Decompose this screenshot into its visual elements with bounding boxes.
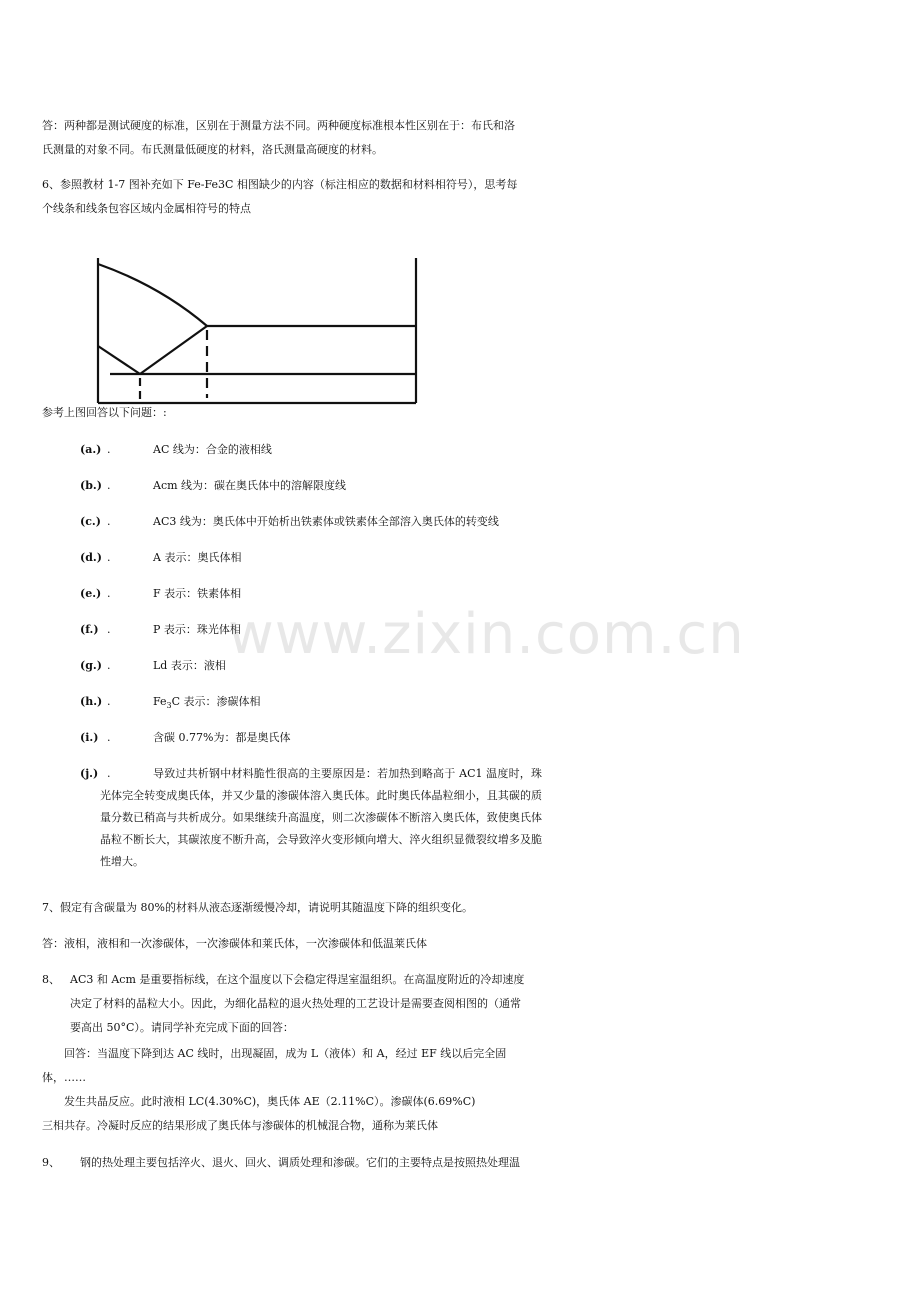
item-dot: .: [107, 587, 111, 600]
diagram-caption: 参考上图回答以下问题：:: [42, 406, 167, 419]
item-text: Ld 表示：液相: [153, 659, 226, 672]
question8-line2: 决定了材料的晶粒大小。因此，为细化晶粒的退火热处理的工艺设计是需要查阅相图的（通常: [70, 997, 521, 1010]
item-label: (a.): [80, 443, 102, 456]
item-dot: .: [107, 731, 111, 744]
question8-line3: 要高出 50°C）。请同学补充完成下面的回答：: [70, 1021, 294, 1034]
item-label: (g.): [80, 659, 102, 672]
liquidus-curve: [98, 264, 207, 326]
item-text: AC3 线为：奥氏体中开始析出铁素体或铁素体全部溶入奥氏体的转变线: [153, 515, 499, 528]
item-dot: .: [107, 695, 111, 708]
question6-line2: 个线条和线条包容区域内金属相符号的特点: [42, 202, 251, 215]
question6-line1: 6、参照教材 1-7 图补充如下 Fe-Fe3C 相图缺少的内容（标注相应的数据和材料相符号），思考每: [42, 178, 518, 191]
item-dot: .: [107, 623, 111, 636]
answer8-line1: 回答：当温度下降到达 AC 线时，出现凝固，成为 L（液体）和 A，经过 EF 线以后完全固: [64, 1047, 507, 1060]
question9-line1: 钢的热处理主要包括淬火、退火、回火、调质处理和渗碳。它们的主要特点是按照热处理温: [80, 1156, 520, 1169]
item-text: F 表示：铁素体相: [153, 587, 242, 600]
item-dot: .: [107, 443, 111, 456]
fe-subscript: 3: [166, 701, 172, 711]
item-label: (d.): [80, 551, 102, 564]
question8-number: 8、: [42, 973, 60, 986]
item-label: (f.): [80, 623, 99, 636]
answer8-line4: 三相共存。冷凝时反应的结果形成了奥氏体与渗碳体的机械混合物，通称为莱氏体: [42, 1119, 438, 1132]
item-dot: .: [107, 767, 111, 780]
acm-line: [140, 326, 207, 374]
item-label: (i.): [80, 731, 99, 744]
answer8-line2: 体，……: [42, 1071, 86, 1084]
item-label: (h.): [80, 695, 103, 708]
item-text: AC 线为：合金的液相线: [153, 443, 272, 456]
fe-text: Fe: [153, 695, 167, 708]
answer5-line1: 答：两种都是测试硬度的标准，区别在于测量方法不同。两种硬度标准根本性区别在于：布氏和洛: [42, 119, 515, 132]
question8-line1: AC3 和 Acm 是重要指标线，在这个温度以下会稳定得逞室温组织。在高温度附近的冷却速度: [70, 973, 525, 986]
item-label: (e.): [80, 587, 102, 600]
answer5-line2: 氏测量的对象不同。布氏测量低硬度的材料，洛氏测量高硬度的材料。: [42, 143, 383, 156]
item-text: A 表示：奥氏体相: [153, 551, 242, 564]
answer7: 答：液相，液相和一次渗碳体，一次渗碳体和莱氏体，一次渗碳体和低温莱氏体: [42, 937, 427, 950]
answer8-line3: 发生共晶反应。此时液相 LC(4.30%C)，奥氏体 AE（2.11%C）。渗碳体(6.69%C): [64, 1095, 476, 1108]
item-text: 含碳 0.77%为：都是奥氏体: [153, 731, 291, 744]
question7: 7、假定有含碳量为 80%的材料从液态逐渐缓慢冷却，请说明其随温度下降的组织变化。: [42, 901, 473, 914]
item-dot: .: [107, 515, 111, 528]
watermark-text: www.zixin.com.cn: [228, 602, 745, 667]
item-paragraph: 导致过共析钢中材料脆性很高的主要原因是：若加热到略高于 AC1 温度时，珠光体完全转变成奥氏体，并又少量的渗碳体溶入奥氏体。此时奥氏体晶粒细小，且其碳的质量分数已稍高与共析成分。如果继续升高温度，则二次渗碳体不断溶入奥氏体，致使奥氏体晶粒不断长大，其碳浓度不断升高，会导致淬火变形倾向增大、淬火组织显微裂纹增多及脆性增大。: [100, 767, 542, 868]
item-label: (b.): [80, 479, 102, 492]
item-dot: .: [107, 479, 111, 492]
item-text: Acm 线为：碳在奥氏体中的溶解限度线: [153, 479, 347, 492]
question9-number: 9、: [42, 1156, 60, 1169]
item-text-rest: C 表示：渗碳体相: [171, 695, 261, 708]
item-label: (j.): [80, 767, 99, 780]
ac3-line: [98, 346, 140, 374]
item-dot: .: [107, 659, 111, 672]
item-text: P 表示：珠光体相: [153, 623, 241, 636]
item-label: (c.): [80, 515, 101, 528]
item-dot: .: [107, 551, 111, 564]
item-text: [153, 694, 261, 714]
